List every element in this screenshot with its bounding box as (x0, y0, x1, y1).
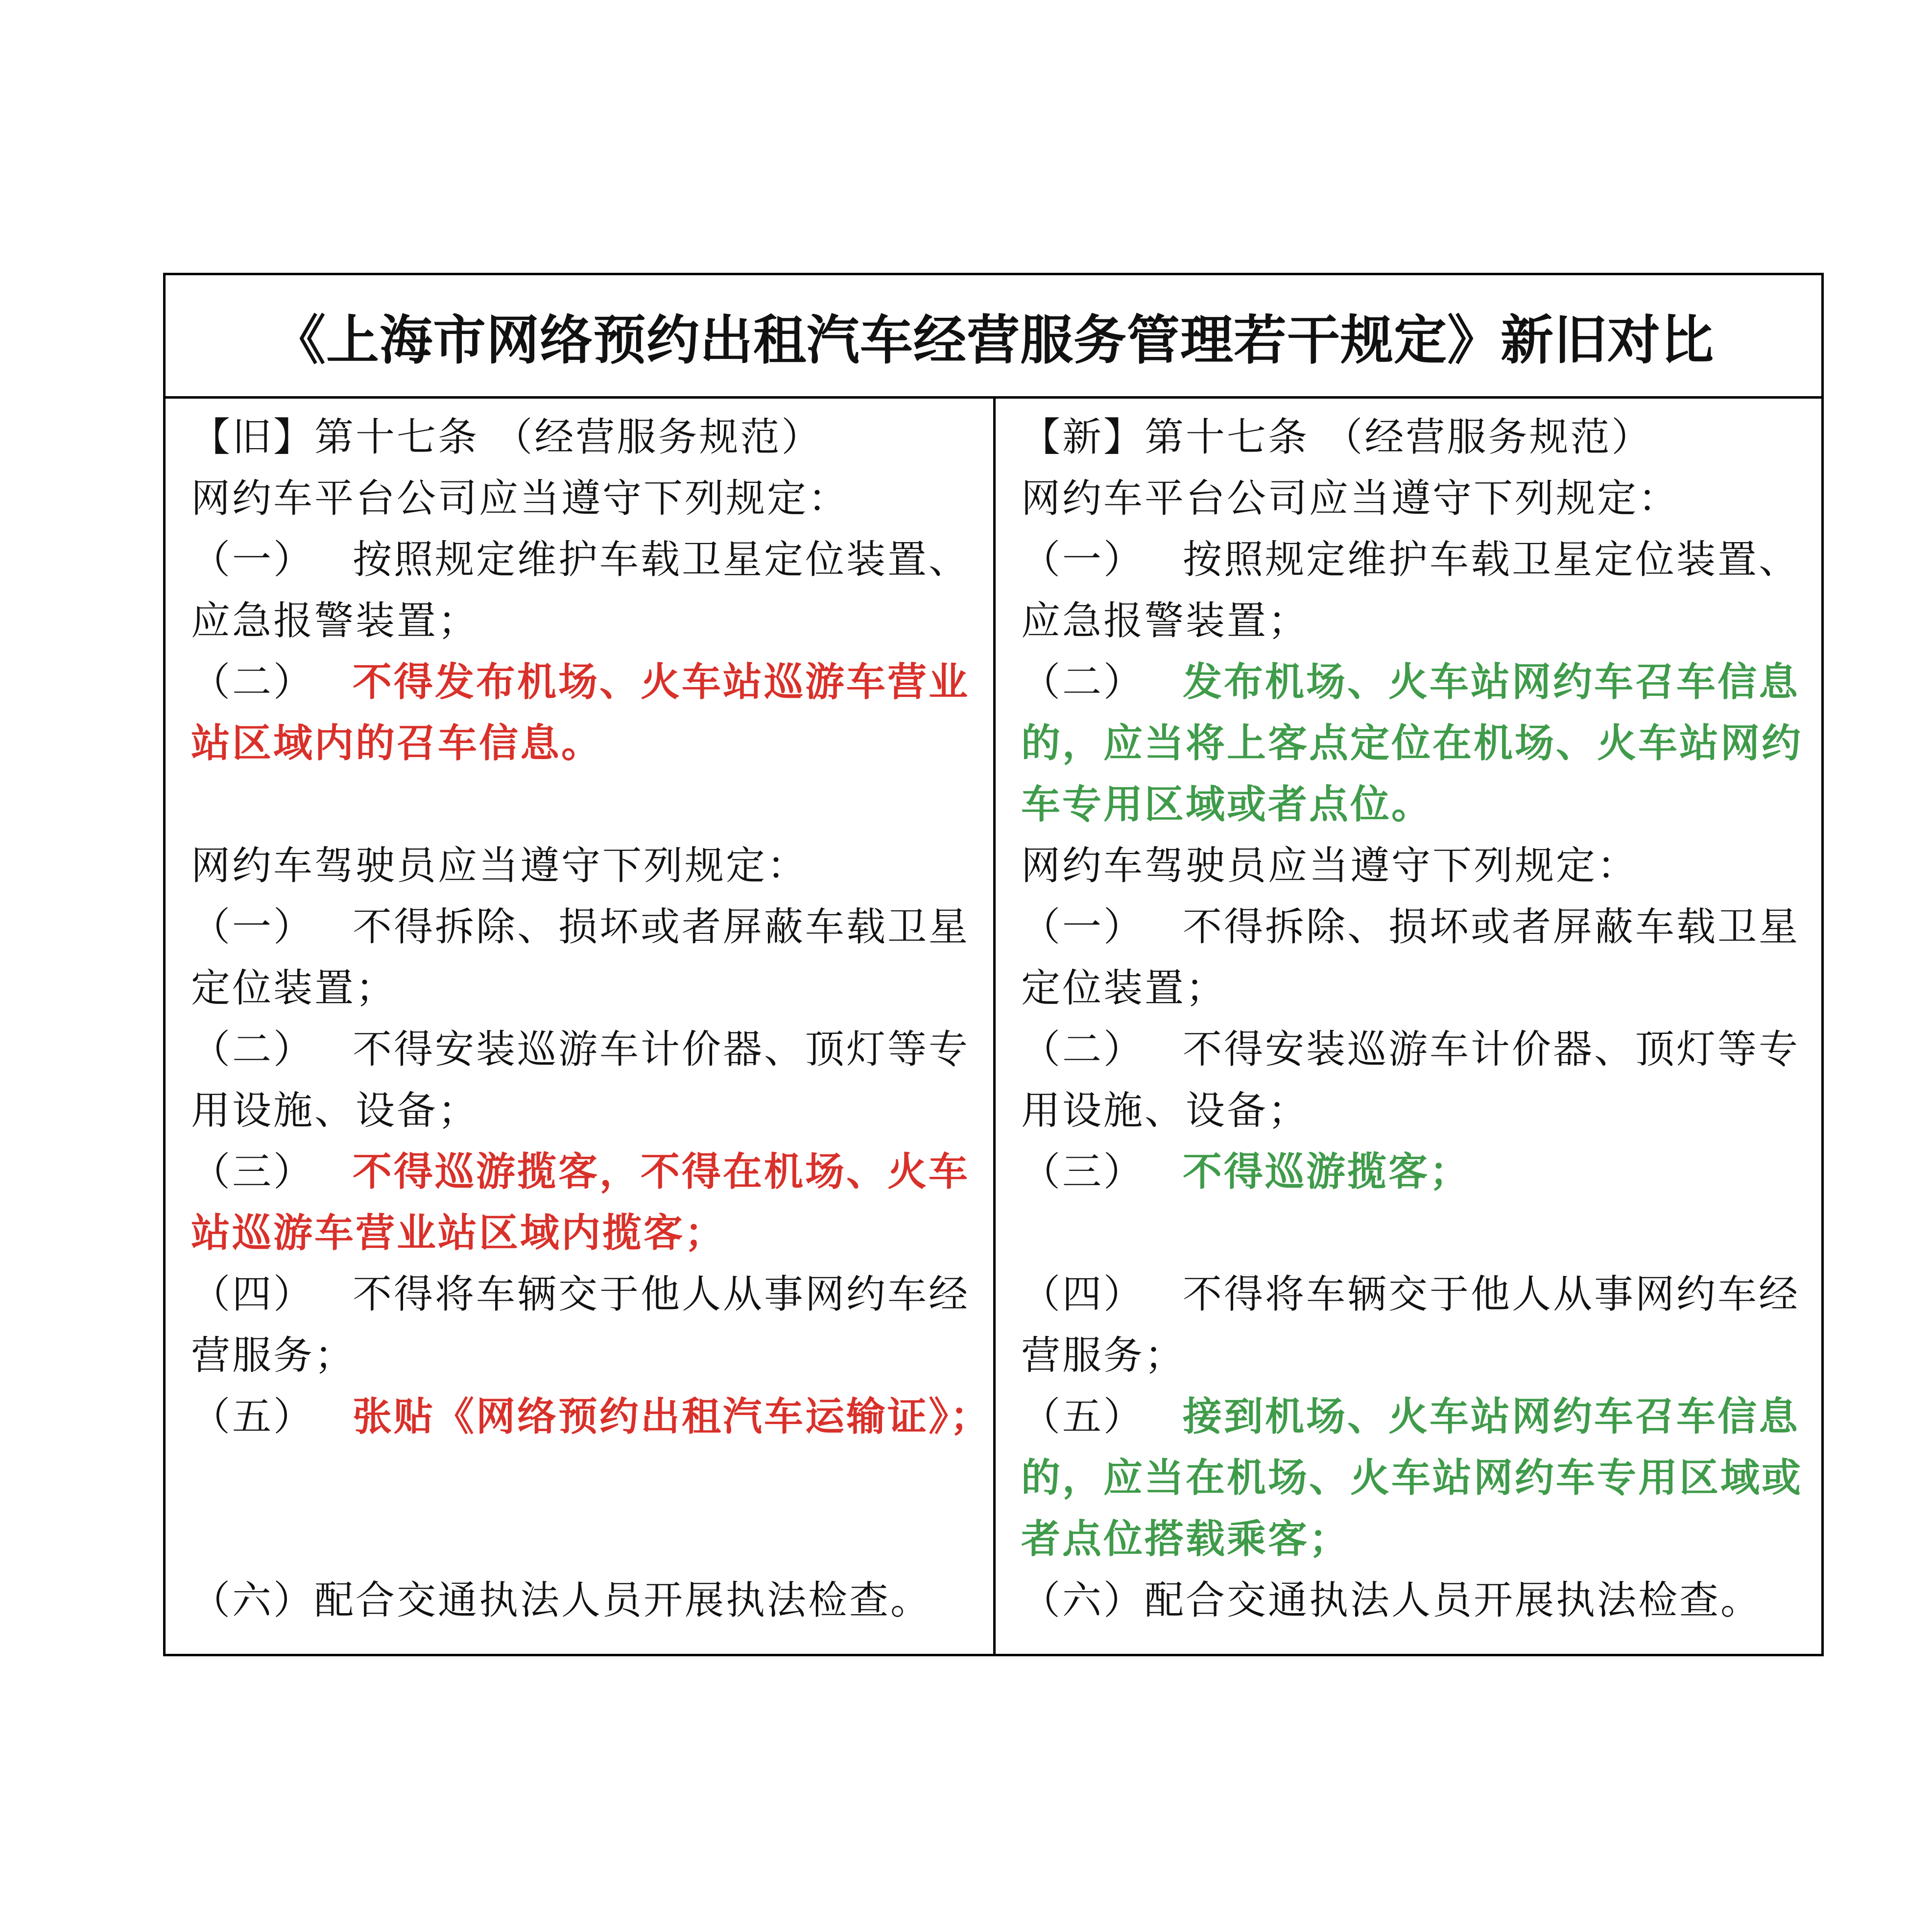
item-text: 不得将车辆交于他人从事网约车经 (1183, 1271, 1800, 1317)
new-driver-item-2-cont: 用设施、设备； (1021, 1088, 1309, 1133)
old-driver-intro: 网约车驾驶员应当遵守下列规定： (191, 843, 808, 888)
item-text: 不得安装巡游车计价器、顶灯等专 (1183, 1026, 1800, 1072)
old-driver-item-2 (191, 1019, 974, 1080)
old-driver-item-4 (191, 1264, 974, 1325)
old-platform-item-1 (191, 529, 974, 590)
item-label: （四） (1021, 1271, 1145, 1317)
new-driver-intro: 网约车驾驶员应当遵守下列规定： (1021, 843, 1638, 888)
old-driver-item-1 (191, 896, 974, 957)
item-label: （二） (191, 659, 314, 705)
new-article-heading: 【新】第十七条 （经营服务规范） (1021, 414, 1653, 460)
item-text: 按照规定维护车载卫星定位装置、 (353, 537, 970, 582)
new-driver-item-5-cont: 的，应当在机场、火车站网约车专用区域或 (1021, 1455, 1803, 1501)
old-driver-item-2-cont: 用设施、设备； (191, 1088, 479, 1133)
title-cell (166, 275, 1821, 399)
old-driver-item-3-cont: 站巡游车营业站区域内揽客； (191, 1210, 726, 1256)
comparison-table (163, 273, 1824, 1656)
new-driver-item-1-cont: 定位装置； (1021, 965, 1227, 1011)
removed-text: 不得巡游揽客，不得在机场、火车 (353, 1148, 970, 1194)
new-platform-item-1-cont: 应急报警装置； (1021, 598, 1309, 644)
item-label: （五） (1021, 1394, 1145, 1439)
item-label: （二） (1021, 1026, 1145, 1072)
item-text: 不得拆除、损坏或者屏蔽车载卫星 (1183, 904, 1800, 950)
added-text: 接到机场、火车站网约车召车信息 (1183, 1393, 1800, 1439)
item-label: （一） (191, 904, 314, 950)
spacer (191, 1508, 974, 1570)
item-label: （二） (191, 1026, 314, 1072)
new-platform-intro: 网约车平台公司应当遵守下列规定： (1021, 476, 1679, 521)
item-text: 不得安装巡游车计价器、顶灯等专 (353, 1026, 970, 1072)
item-label: （二） (1021, 659, 1145, 705)
item-label: （四） (191, 1271, 314, 1317)
spacer (191, 1447, 974, 1508)
removed-text: 不得发布机场、火车站巡游车营业 (353, 659, 970, 705)
old-platform-intro: 网约车平台公司应当遵守下列规定： (191, 476, 849, 521)
spacer (1021, 1202, 1802, 1264)
old-driver-item-5 (191, 1386, 991, 1447)
item-label: （一） (1021, 537, 1145, 582)
old-driver-item-1-cont: 定位装置； (191, 965, 397, 1011)
old-platform-item-1-cont: 应急报警装置； (191, 598, 479, 644)
new-platform-item-1 (1021, 529, 1802, 590)
item-text: 按照规定维护车载卫星定位装置、 (1183, 537, 1800, 582)
removed-text: 张贴《网络预约出租汽车运输证》； (353, 1393, 991, 1439)
new-driver-item-4 (1021, 1264, 1802, 1325)
new-driver-item-5-cont: 者点位搭载乘客； (1021, 1516, 1350, 1562)
document-title: 《上海市网络预约出租汽车经营服务管理若干规定》新旧对比 (272, 310, 1714, 371)
new-version-column (996, 399, 1821, 1654)
old-driver-item-4-cont: 营服务； (191, 1333, 356, 1378)
old-driver-item-3 (191, 1141, 974, 1202)
item-text: 不得拆除、损坏或者屏蔽车载卫星 (353, 904, 970, 950)
new-driver-item-6: （六）配合交通执法人员开展执法检查。 (1021, 1577, 1762, 1623)
added-text: 不得巡游揽客； (1183, 1148, 1471, 1194)
spacer (191, 774, 974, 835)
item-text: 不得将车辆交于他人从事网约车经 (353, 1271, 970, 1317)
old-platform-item-2 (191, 651, 974, 713)
item-label: （三） (191, 1149, 314, 1194)
old-driver-item-6: （六）配合交通执法人员开展执法检查。 (191, 1577, 931, 1623)
old-version-column (166, 399, 996, 1654)
new-driver-item-2 (1021, 1019, 1802, 1080)
new-driver-item-1 (1021, 896, 1802, 957)
item-label: （一） (191, 537, 314, 582)
new-driver-item-5 (1021, 1386, 1802, 1447)
new-platform-item-2-cont: 的，应当将上客点定位在机场、火车站网约 (1021, 720, 1803, 766)
new-platform-item-2 (1021, 651, 1802, 713)
added-text: 发布机场、火车站网约车召车信息 (1183, 659, 1800, 705)
item-label: （五） (191, 1394, 314, 1439)
old-article-heading: 【旧】第十七条 （经营服务规范） (191, 414, 823, 460)
new-platform-item-2-cont: 车专用区域或者点位。 (1021, 781, 1432, 827)
new-driver-item-3 (1021, 1141, 1802, 1202)
item-label: （三） (1021, 1149, 1145, 1194)
new-driver-item-4-cont: 营服务； (1021, 1333, 1186, 1378)
old-platform-item-2-cont: 站区域内的召车信息。 (191, 720, 602, 766)
item-label: （一） (1021, 904, 1145, 950)
